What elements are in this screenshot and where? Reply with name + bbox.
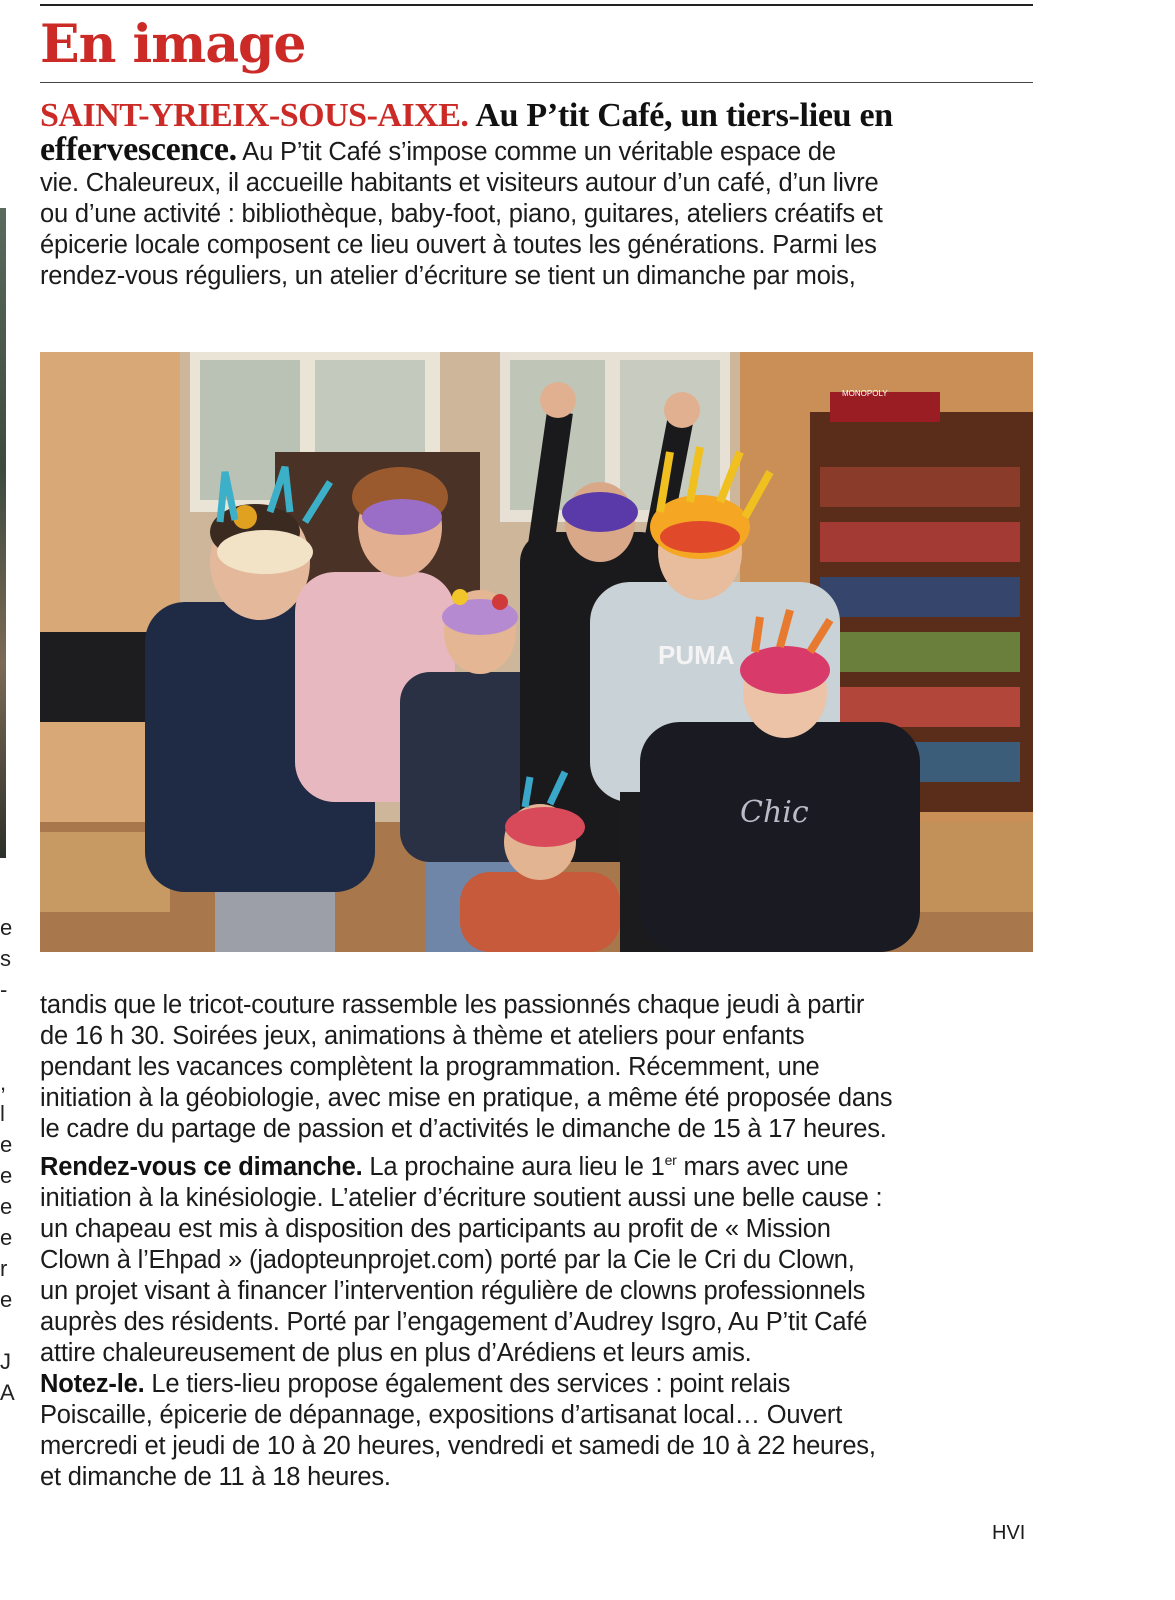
intro-line: vie. Chaleureux, il accueille habitants et visiteurs autour d’un café, d’un livre [40,169,879,197]
article-headline-cont: effervescence. [40,131,237,168]
intro-line: Au P’tit Café s’impose comme un véritable espace de [242,138,836,166]
body-line: et dimanche de 11 à 18 heures. [40,1463,391,1491]
adjacent-photo-edge [0,208,6,858]
rdv-line [40,1145,1040,1183]
rdv-lead: Rendez-vous ce dimanche. [40,1153,363,1181]
hoodie-text: PUMA [658,640,735,670]
body-line: pendant les vacances complètent la programmation. Récemment, une [40,1053,820,1081]
shirt-text: Chic [740,795,809,830]
body-line: un chapeau est mis à disposition des participants au profit de « Mission [40,1215,831,1243]
body-line: auprès des résidents. Porté par l’engagement d’Audrey Isgro, Au P’tit Café [40,1308,868,1336]
body-line: Poiscaille, épicerie de dépannage, expositions d’artisanat local… Ouvert [40,1401,843,1429]
headline-line-2 [40,131,1040,168]
section-title: En image [40,14,306,75]
body-line: initiation à la kinésiologie. L’atelier d’écriture soutient aussi une belle cause : [40,1184,883,1212]
article-photo [40,352,1033,952]
adjacent-column-fragments: e s - , l e e e e r e J A [0,915,15,1405]
rdv-sup: er [664,1152,677,1168]
article-kicker: SAINT-YRIEIX-SOUS-AIXE. [40,97,469,134]
intro-line: ou d’une activité : bibliothèque, baby-foot, piano, guitares, ateliers créatifs et [40,200,883,228]
article-body [40,990,1040,1493]
article-intro [40,97,1040,292]
body-line: de 16 h 30. Soirées jeux, animations à thème et ateliers pour enfants [40,1022,805,1050]
intro-line: épicerie locale composent ce lieu ouvert à toutes les générations. Parmi les [40,231,877,259]
article-headline: Au P’tit Café, un tiers-lieu en [475,97,893,134]
headline-line-1 [40,97,1040,134]
box-label: MONOPOLY [842,389,888,398]
body-line: mercredi et jeudi de 10 à 20 heures, vendredi et samedi de 10 à 22 heures, [40,1432,876,1460]
body-line: un projet visant à financer l’intervention régulière de clowns professionnels [40,1277,866,1305]
rdv-text: La prochaine aura lieu le 1 [362,1153,665,1181]
top-rule [40,4,1033,6]
author-signature: HVI [992,1522,1026,1544]
intro-line: rendez-vous réguliers, un atelier d’écriture se tient un dimanche par mois, [40,262,856,290]
body-line: Clown à l’Ehpad » (jadopteunprojet.com) porté par la Cie le Cri du Clown, [40,1246,855,1274]
rdv-text-end: mars avec une [676,1153,849,1181]
notez-line [40,1369,1040,1400]
notez-text: Le tiers-lieu propose également des services : point relais [144,1370,791,1398]
notez-lead: Notez-le. [40,1370,145,1398]
body-line: attire chaleureusement de plus en plus d’Arédiens et leurs amis. [40,1339,752,1367]
body-line: le cadre du partage de passion et d’activités le dimanche de 15 à 17 heures. [40,1115,887,1143]
body-line: initiation à la géobiologie, avec mise en pratique, a même été proposée dans [40,1084,893,1112]
title-rule [40,82,1033,83]
body-line: tandis que le tricot-couture rassemble les passionnés chaque jeudi à partir [40,991,865,1019]
